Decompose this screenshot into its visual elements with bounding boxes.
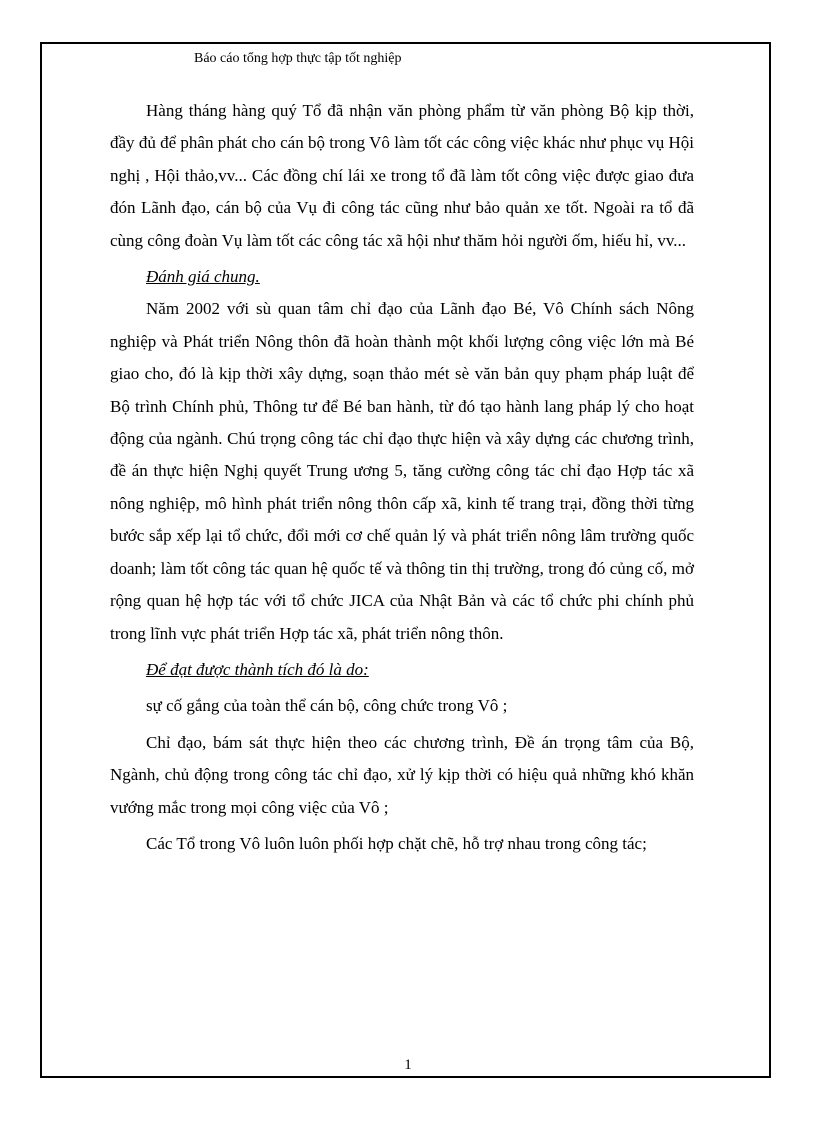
heading-achievement-reasons: [110, 654, 694, 686]
paragraph-staff-effort: sự cố gắng của toàn thể cán bộ, công chức trong Vô ;: [146, 696, 508, 716]
document-body: [110, 95, 694, 860]
paragraph-team-cooperation: Các Tổ trong Vô luôn luôn phối hợp chặt chẽ, hỗ trợ nhau trong công tác;: [146, 833, 647, 853]
page-number: 1: [404, 1057, 412, 1073]
heading-achievement-reasons-text: Để đạt được thành tích đó là do:: [146, 659, 369, 679]
paragraph-office-supplies: Hàng tháng hàng quý Tổ đã nhận văn phòng phẩm từ văn phòng Bộ kịp thời, đầy đủ để phân phát cho cán bộ trong Vô làm tốt các công việc khác như phục vụ Hội nghị , Hội thảo,vv... Các đồng chí lái xe trong tổ đã làm tốt công việc được giao đưa đón Lãnh đạo, cán bộ của Vụ đi công tác cũng như bảo quản xe tốt. Ngoài ra tổ đã cùng công đoàn Vụ làm tốt các công tác xã hội như thăm hỏi người ốm, hiếu hỉ, vv...: [110, 101, 694, 250]
document-header: Báo cáo tổng hợp thực tập tốt nghiệp: [194, 51, 402, 66]
paragraph-direction: Chỉ đạo, bám sát thực hiện theo các chương trình, Đề án trọng tâm của Bộ, Ngành, chủ động trong công tác chỉ đạo, xử lý kịp thời có hiệu quả những khó khăn vướng mắc trong mọi công việc của Vô ;: [110, 732, 694, 817]
paragraph-year-2002-summary: Năm 2002 với sù quan tâm chỉ đạo của Lãnh đạo Bé, Vô Chính sách Nông nghiệp và Phát triển Nông thôn đã hoàn thành một khối lượng công việc lớn mà Bé giao cho, đó là kịp thời xây dựng, soạn thảo mét sè văn bản quy phạm pháp luật để Bộ trình Chính phủ, Thông tư để Bé ban hành, từ đó tạo hành lang pháp lý cho hoạt động của ngành. Chú trọng công tác chỉ đạo thực hiện và xây dựng các chương trình, đề án thực hiện Nghị quyết Trung ương 5, tăng cường công tác chỉ đạo Hợp tác xã nông nghiệp, mô hình phát triển nông thôn cấp xã, kinh tế trang trại, đồng thời từng bước sắp xếp lại tổ chức, đổi mới cơ chế quản lý và phát triển nông lâm trường quốc doanh; làm tốt công tác quan hệ quốc tế và thông tin thị trường, trong đó củng cố, mở rộng quan hệ hợp tác với tổ chức JICA của Nhật Bản và các tổ chức phi chính phủ trong lĩnh vực phát triển Hợp tác xã, phát triển nông thôn.: [110, 299, 694, 643]
heading-general-assessment-text: Đánh giá chung.: [146, 267, 260, 287]
heading-general-assessment: [110, 261, 694, 293]
